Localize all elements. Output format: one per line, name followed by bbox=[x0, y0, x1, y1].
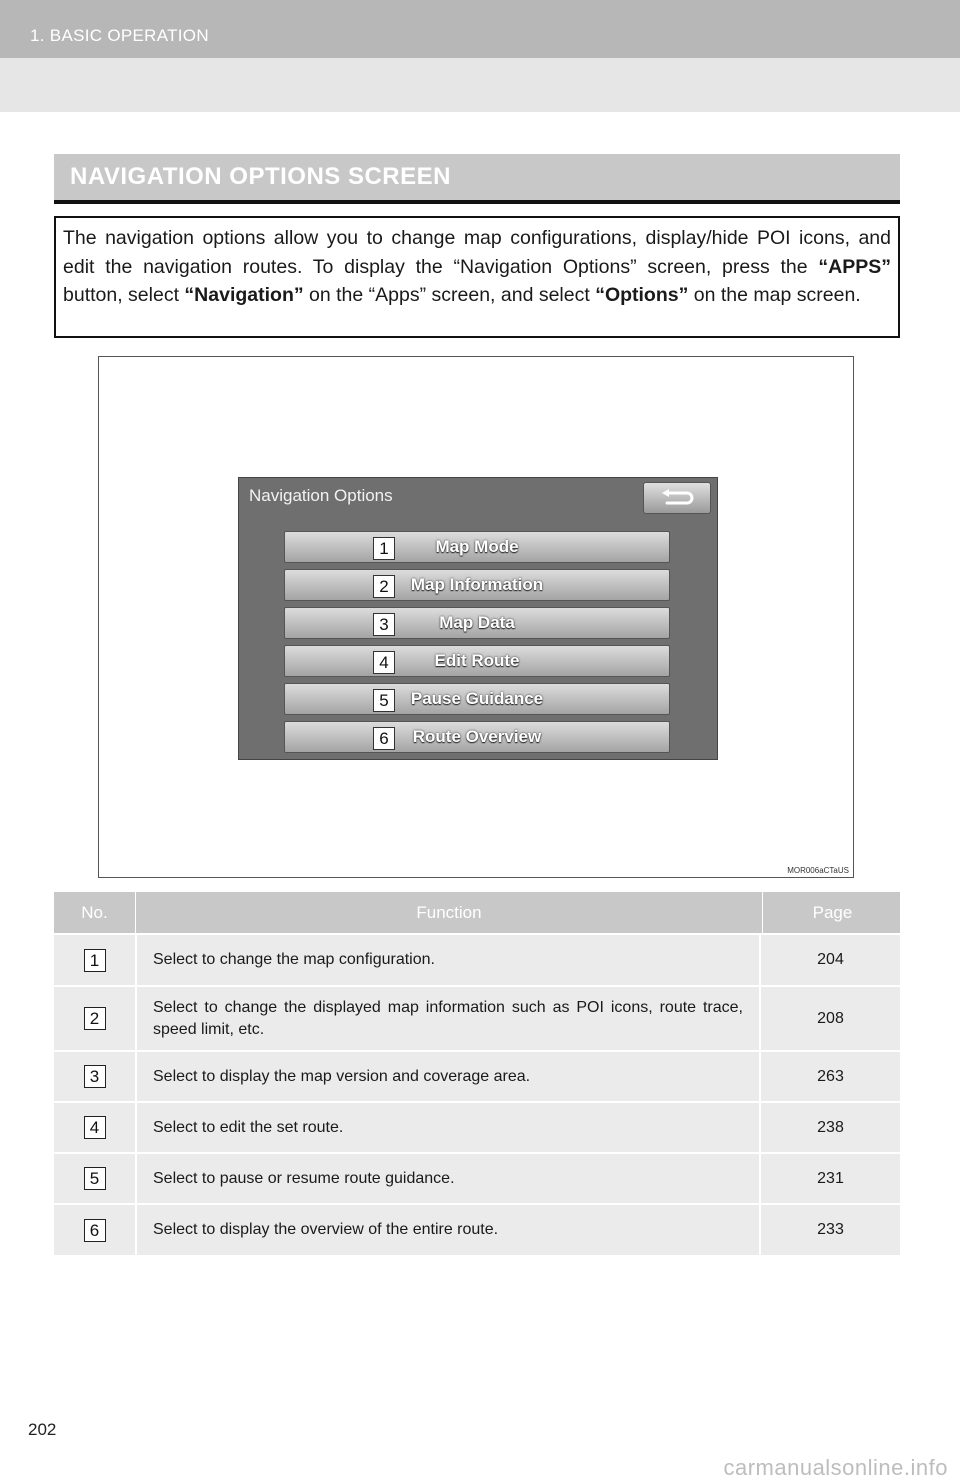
row-number: 5 bbox=[84, 1167, 106, 1190]
row-number: 2 bbox=[84, 1007, 106, 1030]
screen-title: Navigation Options bbox=[249, 486, 393, 505]
map-information-button[interactable] bbox=[284, 569, 670, 601]
row-number: 6 bbox=[84, 1219, 106, 1242]
table-row bbox=[54, 1050, 900, 1101]
intro-apps-term: “APPS” bbox=[818, 255, 891, 278]
row-no-cell bbox=[54, 1103, 135, 1152]
table-row bbox=[54, 933, 900, 985]
callout-number: 6 bbox=[373, 727, 395, 750]
callout-number: 3 bbox=[373, 613, 395, 636]
row-page: 263 bbox=[817, 1067, 844, 1085]
row-number: 4 bbox=[84, 1116, 106, 1139]
row-function: Select to pause or resume route guidance. bbox=[135, 1154, 761, 1203]
intro-paragraph bbox=[56, 218, 898, 310]
row-function: Select to display the overview of the entire route. bbox=[135, 1205, 761, 1255]
table-row bbox=[54, 1101, 900, 1152]
button-label: Edit Route bbox=[434, 651, 520, 670]
table-row bbox=[54, 1152, 900, 1203]
page-number: 202 bbox=[28, 1420, 57, 1439]
figure-frame bbox=[98, 356, 854, 878]
row-no-cell bbox=[54, 1205, 135, 1255]
intro-options-term: “Options” bbox=[595, 284, 689, 306]
row-no-cell bbox=[54, 987, 135, 1050]
button-label: Map Data bbox=[439, 613, 515, 632]
back-button[interactable] bbox=[643, 482, 711, 514]
row-page: 233 bbox=[817, 1221, 844, 1238]
row-function: Select to edit the set route. bbox=[135, 1103, 761, 1152]
watermark: carmanualsonline.info bbox=[723, 1455, 948, 1480]
intro-text-1: The navigation options allow you to change map configurations, display/hide POI icons, and edit the navigation routes. To display the “Navigation Options” screen, press the bbox=[63, 227, 891, 278]
row-function: Select to change the displayed map information such as POI icons, route trace, speed limit, etc. bbox=[135, 987, 761, 1050]
route-overview-button[interactable] bbox=[284, 721, 670, 753]
map-data-button[interactable] bbox=[284, 607, 670, 639]
map-mode-button[interactable] bbox=[284, 531, 670, 563]
row-page: 231 bbox=[817, 1169, 844, 1187]
row-page: 238 bbox=[817, 1118, 844, 1136]
intro-box bbox=[54, 216, 900, 338]
function-table bbox=[54, 892, 900, 1255]
row-function: Select to change the map configuration. bbox=[135, 935, 761, 985]
callout-number: 5 bbox=[373, 689, 395, 712]
table-row bbox=[54, 985, 900, 1050]
table-header bbox=[54, 892, 900, 933]
header-function: Function bbox=[135, 892, 762, 933]
back-arrow-icon bbox=[659, 489, 695, 507]
figure-code: MOR006aCTaUS bbox=[787, 866, 849, 875]
row-number: 1 bbox=[84, 949, 106, 972]
chapter-title: 1. BASIC OPERATION bbox=[30, 26, 209, 45]
table-row bbox=[54, 1203, 900, 1255]
edit-route-button[interactable] bbox=[284, 645, 670, 677]
intro-text-2: button, select bbox=[63, 284, 185, 306]
section-heading-text: NAVIGATION OPTIONS SCREEN bbox=[70, 163, 451, 190]
row-number: 3 bbox=[84, 1065, 106, 1088]
row-page: 204 bbox=[817, 951, 844, 968]
button-label: Map Mode bbox=[435, 537, 519, 556]
intro-navigation-term: “Navigation” bbox=[184, 284, 304, 306]
callout-number: 2 bbox=[373, 575, 395, 598]
row-function: Select to display the map version and coverage area. bbox=[135, 1052, 761, 1101]
header-no: No. bbox=[81, 902, 108, 922]
row-no-cell bbox=[54, 1052, 135, 1101]
intro-text-4: on the map screen. bbox=[688, 284, 861, 306]
section-heading bbox=[54, 154, 900, 204]
row-page: 208 bbox=[817, 1009, 844, 1027]
button-label: Pause Guidance bbox=[410, 689, 544, 708]
button-label: Map Information bbox=[410, 575, 544, 594]
row-no-cell bbox=[54, 1154, 135, 1203]
button-label: Route Overview bbox=[412, 727, 542, 746]
header-page: Page bbox=[762, 892, 902, 933]
intro-text-3: on the “Apps” screen, and select bbox=[303, 284, 596, 306]
row-no-cell bbox=[54, 935, 135, 985]
callout-number: 1 bbox=[373, 537, 395, 560]
callout-number: 4 bbox=[373, 651, 395, 674]
pause-guidance-button[interactable] bbox=[284, 683, 670, 715]
navigation-options-screen bbox=[238, 477, 718, 760]
